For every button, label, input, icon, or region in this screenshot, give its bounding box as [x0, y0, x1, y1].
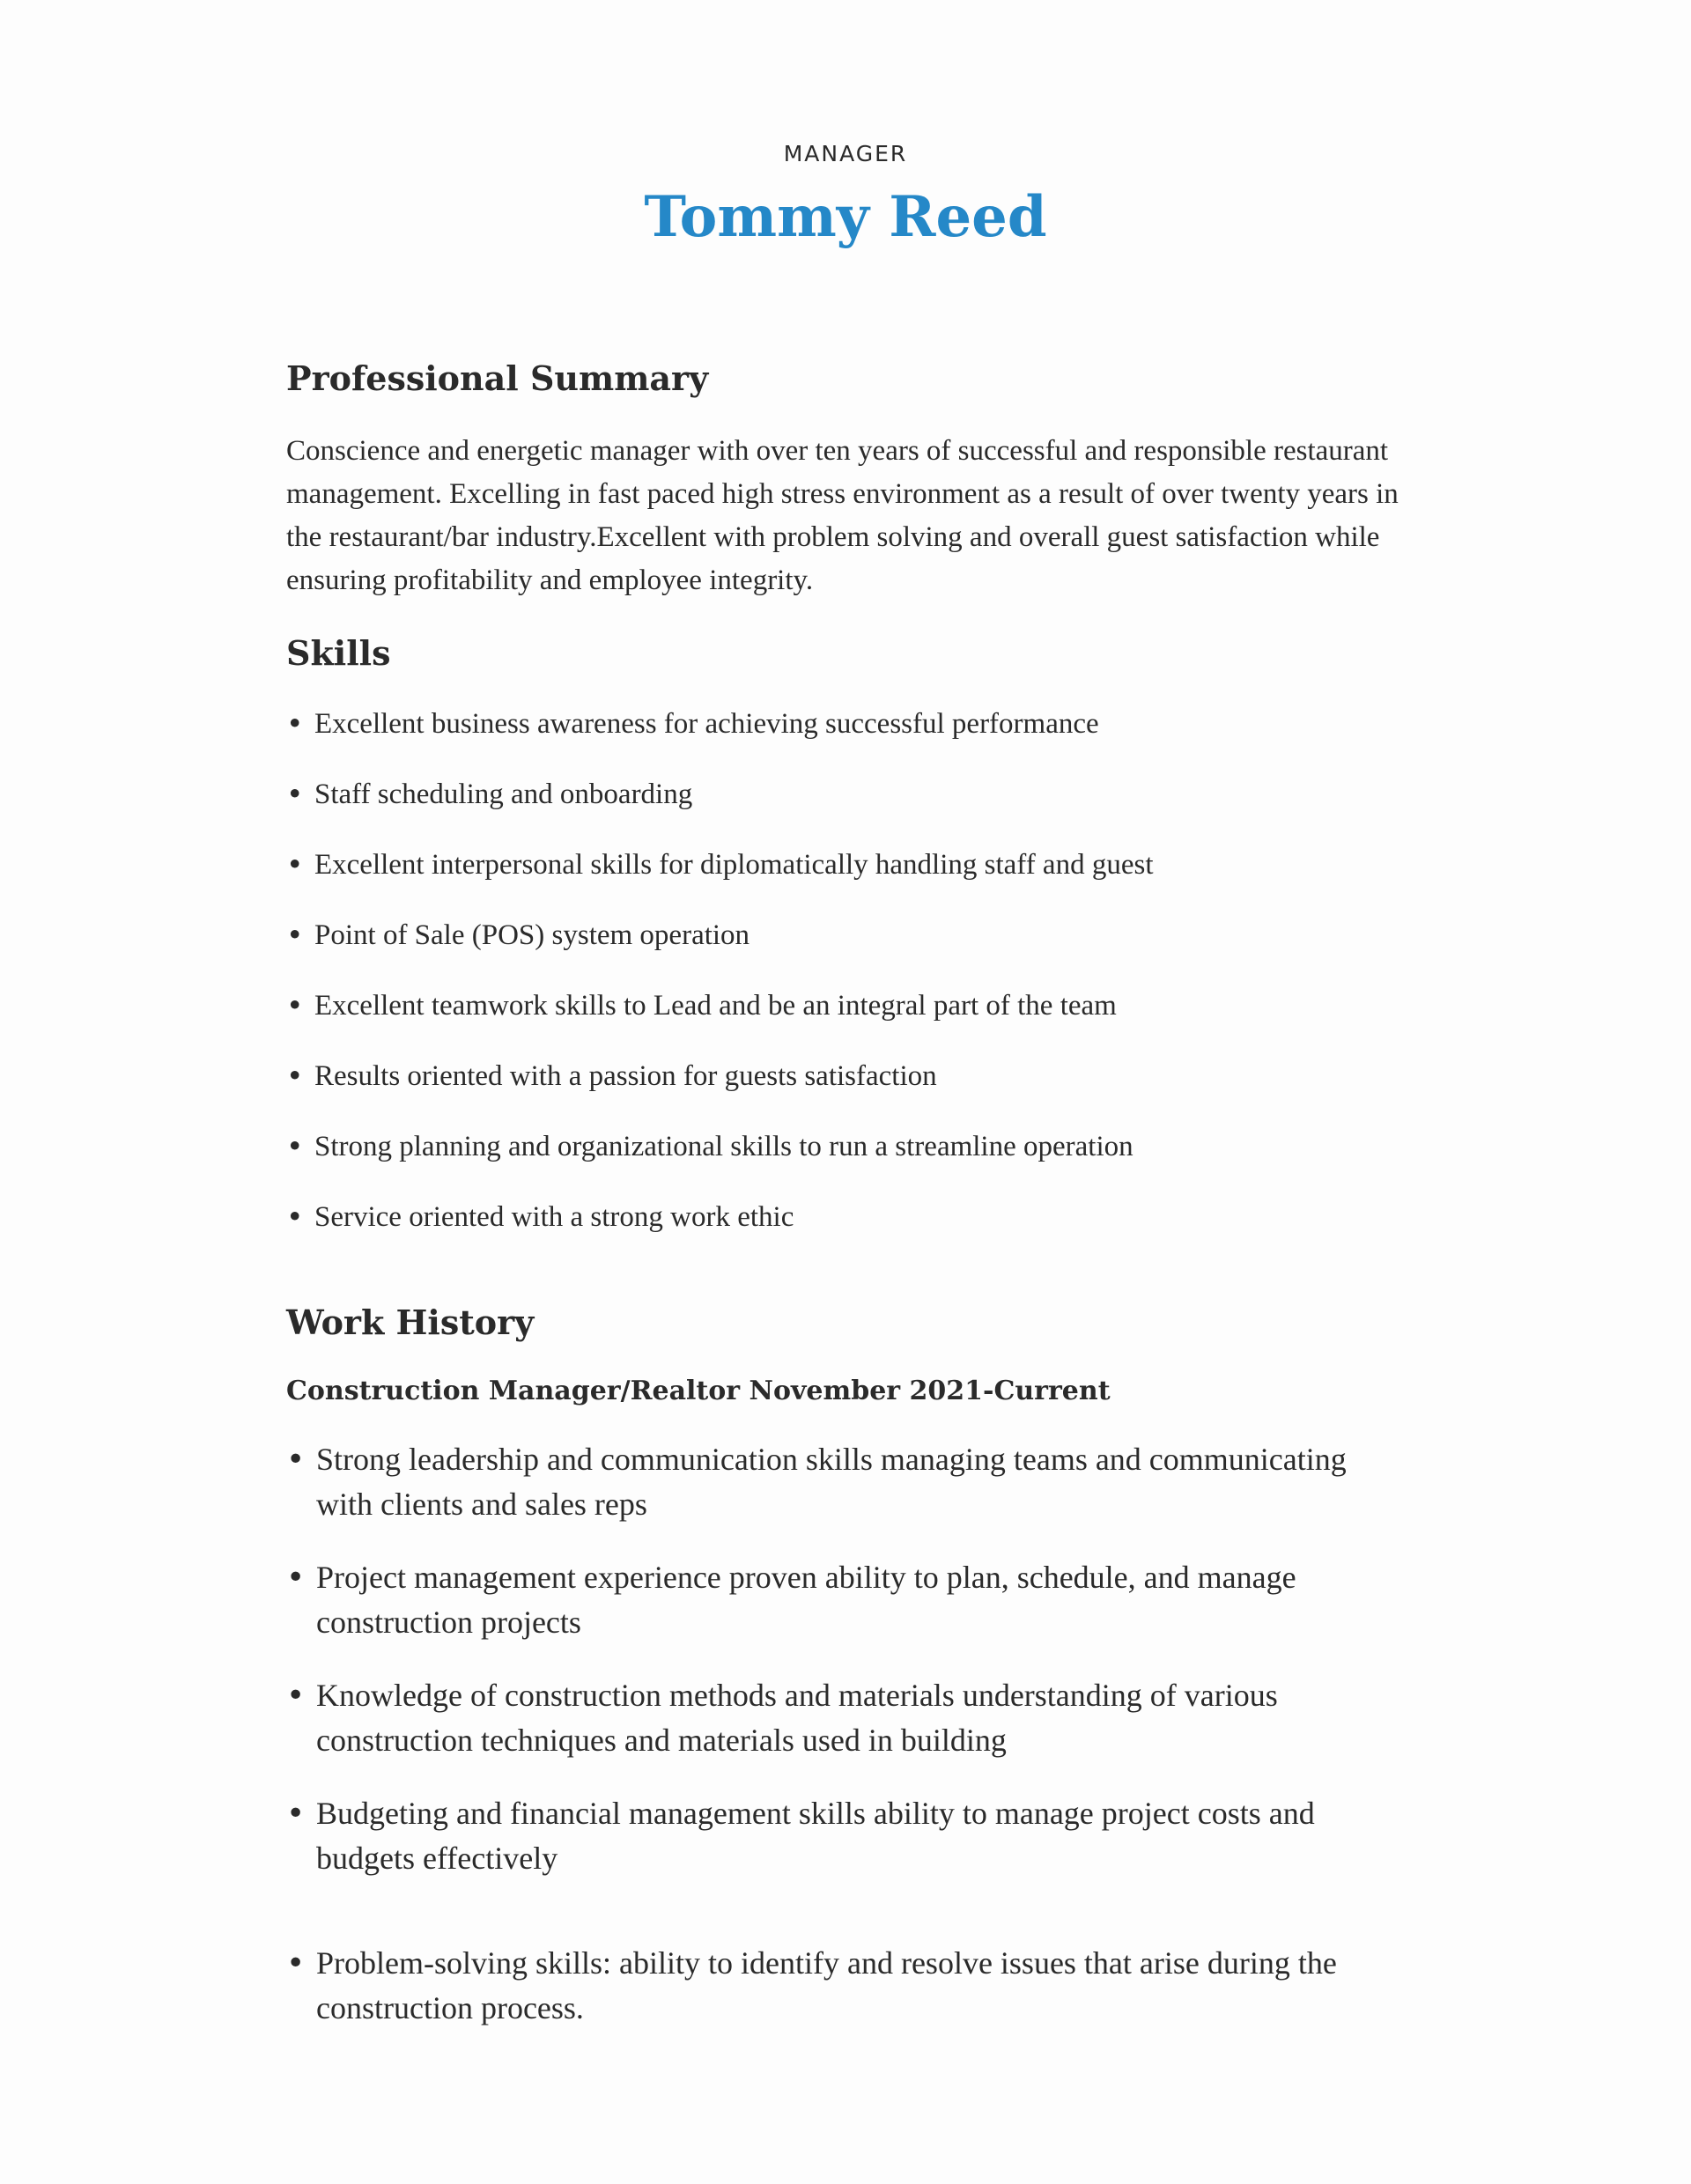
job-duty-item: • Problem-solving skills: ability to identify and resolve issues that arise during the construction process.	[286, 1941, 1408, 2031]
job-duty-item: • Knowledge of construction methods and materials understanding of various construction techniques and materials used in building	[286, 1673, 1408, 1763]
skill-item: • Strong planning and organizational skills to run a streamline operation	[286, 1129, 1405, 1164]
candidate-name: Tommy Reed	[644, 184, 1047, 250]
work-history-section	[286, 1296, 1405, 2031]
summary-heading: Professional Summary	[286, 358, 709, 398]
work-history-heading: Work History	[286, 1302, 535, 1342]
skills-section	[286, 627, 1405, 1235]
resume-body	[286, 352, 1405, 2059]
skill-item: • Staff scheduling and onboarding	[286, 777, 1405, 812]
job-title: Construction Manager/Realtor November 2021-Current	[286, 1376, 1111, 1406]
professional-summary-section	[286, 352, 1405, 602]
skill-item: • Point of Sale (POS) system operation	[286, 918, 1405, 953]
job-duty-item: • Strong leadership and communication skills managing teams and communicating with clients and sales reps	[286, 1437, 1408, 1527]
skill-item: • Excellent teamwork skills to Lead and be an integral part of the team	[286, 988, 1405, 1023]
summary-text: Conscience and energetic manager with over ten years of successful and responsible restaurant management. Excelling in fast paced high stress environment as a result of over twenty years in the restaurant/bar industry.Excellent with problem solving and overall guest satisfaction while ensuring profitability and employee integrity.	[286, 435, 1399, 596]
job-role: MANAGER	[783, 141, 908, 166]
skill-item: • Excellent interpersonal skills for diplomatically handling staff and guest	[286, 847, 1405, 882]
resume-header	[0, 136, 1691, 253]
job-duty-item: • Project management experience proven ability to plan, schedule, and manage construction projects	[286, 1555, 1408, 1645]
job-duty-item: • Budgeting and financial management skills ability to manage project costs and budgets effectively	[286, 1791, 1408, 1881]
skill-item: • Results oriented with a passion for guests satisfaction	[286, 1059, 1405, 1094]
skills-heading: Skills	[286, 633, 391, 673]
job-duties-list	[286, 1437, 1405, 2031]
skills-list	[286, 706, 1405, 1235]
skill-item: • Service oriented with a strong work ethic	[286, 1199, 1405, 1235]
skill-item: • Excellent business awareness for achieving successful performance	[286, 706, 1405, 742]
